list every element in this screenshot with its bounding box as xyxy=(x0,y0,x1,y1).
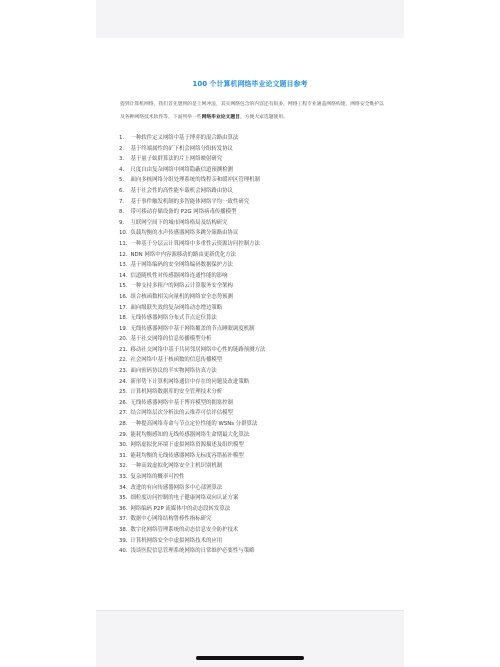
list-item xyxy=(119,430,389,441)
list-item xyxy=(119,525,389,536)
list-item xyxy=(119,239,389,250)
list-item-text: 基于社会性的高性能车载机会网络路由协议 xyxy=(130,187,233,194)
list-item xyxy=(119,355,389,366)
intro-line-2 xyxy=(120,111,390,124)
list-item xyxy=(119,313,389,324)
list-item xyxy=(119,536,389,547)
list-item xyxy=(119,451,389,462)
list-item-number: 8. xyxy=(119,209,125,216)
list-item-number: 3. xyxy=(119,156,125,163)
home-indicator[interactable] xyxy=(196,656,304,660)
list-item xyxy=(119,398,389,409)
document-viewer[interactable] xyxy=(96,0,404,667)
list-item-number: 24. xyxy=(119,378,128,385)
list-item-number: 29. xyxy=(119,431,128,438)
list-item xyxy=(119,303,389,314)
list-item xyxy=(119,228,389,239)
list-item-text: 改进的有向传感器网络多中心部署算法 xyxy=(130,484,223,491)
list-item-number: 38. xyxy=(119,526,128,533)
list-item-number: 40. xyxy=(119,548,128,555)
list-item-text: 无线传感器网络中基于网络覆盖的节点睡眠调度机制 xyxy=(130,325,255,332)
list-item xyxy=(119,154,389,165)
intro-emphasis: 网络毕业论文题目 xyxy=(201,115,240,120)
document-page[interactable] xyxy=(96,38,404,611)
topic-list xyxy=(119,133,389,557)
list-item-text: 网络编码 P2P 流媒体中的动态段转发算法 xyxy=(130,505,231,512)
list-item-number: 23. xyxy=(119,368,128,375)
list-item-number: 17. xyxy=(119,304,128,311)
list-item-text: 一种高效虚拟化网络安全主机识别机制 xyxy=(130,463,223,470)
list-item-text: 浅谈医院信息管理系统网络的日常维护必要性与策略 xyxy=(130,548,255,555)
list-item xyxy=(119,377,389,388)
list-item xyxy=(119,281,389,292)
list-item-number: 16. xyxy=(119,293,128,300)
list-item-text: NDN 网络中内容源移动的路由更新优化方法 xyxy=(130,251,237,258)
list-item-number: 12. xyxy=(119,251,128,258)
list-item-text: 面向多核网络分组处理系统的线程亲和缓冲区管理机制 xyxy=(130,177,260,184)
list-item-text: 基于网络编码的安全网络编码数据保护方法 xyxy=(130,262,233,269)
list-item-text: 组合核函数相关向量机的网络安全态势预测 xyxy=(130,293,233,300)
list-item-text: 一种基于分层云计算网络中多重性云资源访问控制方法 xyxy=(130,240,260,247)
list-item-number: 26. xyxy=(119,399,128,406)
list-item-text: 一种提高网络寿命与节点定位性能的 WSNs 分群算法 xyxy=(130,421,258,428)
list-item xyxy=(119,419,389,430)
list-item-number: 25. xyxy=(119,389,128,396)
list-item-text: 基于事件触发机制的多智能体网络平均一致性研究 xyxy=(130,198,250,205)
list-item-text: 计算机网络数据库的安全管理技术分析 xyxy=(130,389,223,396)
list-item-number: 19. xyxy=(119,325,128,332)
list-item xyxy=(119,472,389,483)
list-item-text: 面向密码协议的半实物网络仿真方法 xyxy=(130,368,217,375)
list-item xyxy=(119,175,389,186)
list-item xyxy=(119,387,389,398)
intro-paragraph xyxy=(120,98,390,124)
list-item-text: 互联网空间下的城市网络格局及结构研究 xyxy=(130,219,228,226)
list-item-number: 14. xyxy=(119,272,128,279)
list-item xyxy=(119,250,389,261)
list-item-number: 35. xyxy=(119,495,128,502)
list-item xyxy=(119,483,389,494)
list-item xyxy=(119,218,389,229)
list-item-text: 结合网络层次分析法的云推荐可信评估模型 xyxy=(130,410,233,417)
list-item-text: 复杂网络的概率可控性 xyxy=(130,474,185,480)
list-item-text: 计算机网络安全中虚拟网络技术的应用 xyxy=(130,537,223,544)
list-item-number: 7. xyxy=(119,198,125,205)
list-item-number: 4. xyxy=(119,166,125,173)
list-item xyxy=(119,493,389,504)
list-item-text: 细粒度访问控制的电子健康网络双向认证方案 xyxy=(130,495,239,502)
list-item xyxy=(119,408,389,419)
list-item xyxy=(119,165,389,176)
list-item xyxy=(119,292,389,303)
list-item xyxy=(119,133,389,144)
list-item xyxy=(119,260,389,271)
list-item-number: 18. xyxy=(119,315,128,322)
list-item-text: 信道随机性对传感器网络连通性能的影响 xyxy=(130,272,228,279)
intro-line-1: 提到计算机网络，我们首先想到的是上网冲浪，其实网络包含的内容还有很多，网络工程专业涵盖网络构建、网络安全维护以 xyxy=(120,102,384,107)
list-item-number: 9. xyxy=(119,219,125,226)
list-item-number: 2. xyxy=(119,145,125,152)
list-item-text: 一种软件定义网络中基于博弈的混合路由算法 xyxy=(130,135,239,141)
list-item xyxy=(119,144,389,155)
intro-line-2-prefix: 及各种网络技术软件等。下面列举一些 xyxy=(120,115,202,120)
intro-line-2-suffix: ，方便大家选题使用。 xyxy=(239,115,288,120)
list-item-text: 基于终端属性的矿下机会网络分组转发协议 xyxy=(130,145,233,152)
list-item-text: 移动社交网络中基于共同邻居网络中心性的链路预测方法 xyxy=(130,346,266,353)
list-item-text: 基于社交网络的信息传播模型分析 xyxy=(130,336,212,343)
list-item xyxy=(119,271,389,282)
list-item xyxy=(119,186,389,197)
list-item-number: 39. xyxy=(119,537,128,544)
list-item-number: 27. xyxy=(119,410,128,417)
list-item-text: 数字化网络管理系统的动态信息安全防护技术 xyxy=(130,526,239,533)
list-item xyxy=(119,461,389,472)
list-item-text: 面向级联失效的复杂网络动态增边策略 xyxy=(130,304,223,311)
list-item xyxy=(119,207,389,218)
list-item-number: 30. xyxy=(119,442,128,449)
list-item-text: 一种支持多租户的网络云计算服务安全架构 xyxy=(130,283,233,290)
list-item-text: 能耗均衡的无线传感器网络无标度容错拓扑模型 xyxy=(130,452,244,459)
list-item-number: 20. xyxy=(119,336,128,343)
list-item-text: 能耗均衡感知的无线传感器网络生命期最大化算法 xyxy=(130,431,250,438)
list-item-number: 10. xyxy=(119,230,128,237)
list-item-text: 网络虚拟化环境下虚拟网络资源描述及组织模型 xyxy=(130,442,244,449)
list-item xyxy=(119,345,389,356)
list-item-text: 带可移动存储设备的 P2G 网络病毒传播模型 xyxy=(130,209,237,216)
list-item-number: 22. xyxy=(119,357,128,364)
list-item-number: 6. xyxy=(119,187,125,194)
list-item-number: 28. xyxy=(119,421,128,428)
list-item xyxy=(119,366,389,377)
list-item xyxy=(119,440,389,451)
list-item-number: 13. xyxy=(119,262,128,269)
list-item-number: 11. xyxy=(119,240,128,247)
list-item-number: 15. xyxy=(119,283,128,290)
list-item-number: 36. xyxy=(119,505,128,512)
list-item-number: 1. xyxy=(119,135,125,141)
list-item-text: 新形势下计算机网络通信中存在的问题及改进策略 xyxy=(130,378,250,385)
list-item-number: 5. xyxy=(119,177,125,184)
list-item-text: 基于量子蚁群算法的片上网络映射研究 xyxy=(130,156,223,163)
list-item-text: 无线传感器网络中基于博弈模型的拥塞控制 xyxy=(130,399,233,406)
list-item-number: 31. xyxy=(119,452,128,459)
list-item xyxy=(119,197,389,208)
list-item-number: 34. xyxy=(119,484,128,491)
list-item-text: 负载均衡的水声传感器网络多跳分簇路由协议 xyxy=(130,230,239,237)
list-item-number: 32. xyxy=(119,463,128,470)
document-title: 100 个计算机网络毕业论文题目参考 xyxy=(192,80,308,88)
list-item xyxy=(119,334,389,345)
list-item-text: 无线传感器网络分布式节点定位算法 xyxy=(130,315,217,322)
list-item-number: 21. xyxy=(119,346,128,353)
list-item-text: 数据中心网络结构鲁棒性指标研究 xyxy=(130,516,212,523)
list-item-number: 33. xyxy=(119,474,128,480)
list-item-text: 尺度自由复杂网络中网络隐蔽信道预测检测 xyxy=(130,166,233,173)
list-item xyxy=(119,546,389,557)
list-item-number: 37. xyxy=(119,516,128,523)
list-item-text: 社会网络中基于核函数的信息传播模型 xyxy=(130,357,223,364)
list-item xyxy=(119,324,389,335)
list-item xyxy=(119,504,389,515)
list-item xyxy=(119,514,389,525)
